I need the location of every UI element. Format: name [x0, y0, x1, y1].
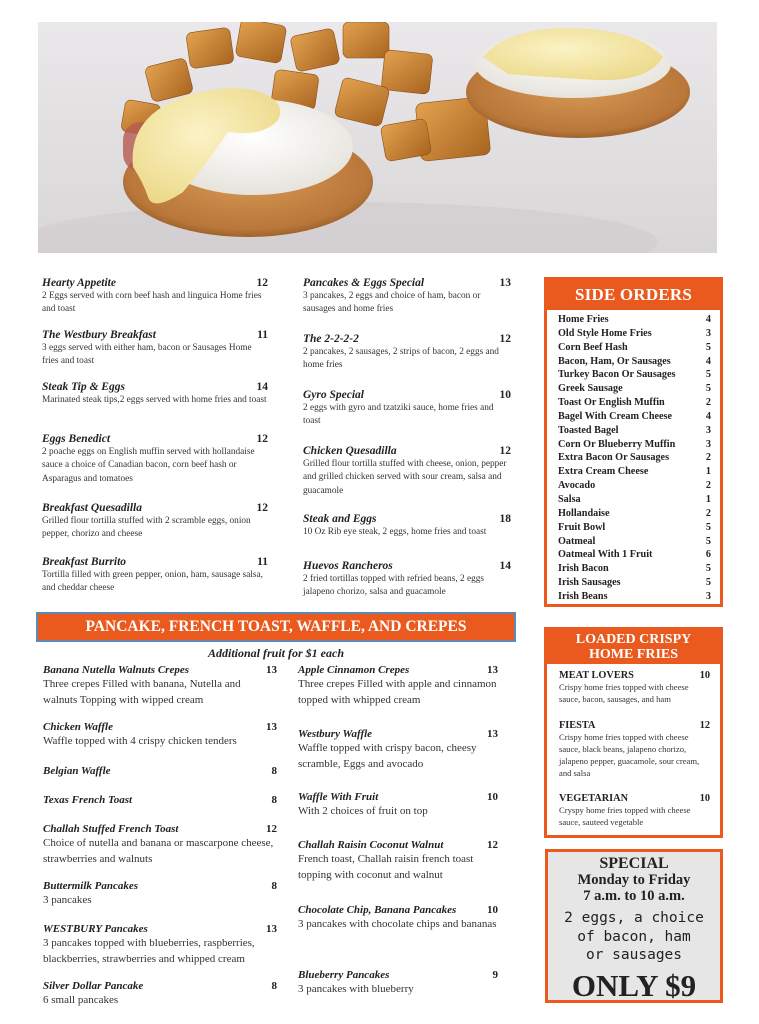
menu-item: [42, 277, 268, 317]
item-name: Buttermilk Pancakes: [43, 880, 139, 892]
side-order-name: Bacon, Ham, Or Sausages: [558, 355, 671, 367]
item-price: 11: [257, 329, 268, 341]
item-name: Waffle With Fruit: [298, 791, 379, 803]
item-description: Three crepes Filled with banana, Nutella and walnuts Topping with wipped cream: [43, 678, 241, 706]
side-order-name: Irish Bacon: [558, 563, 609, 575]
side-order-price: 2: [705, 507, 711, 519]
item-price: 14: [499, 560, 511, 572]
side-order-row: [558, 382, 711, 396]
side-order-row: [558, 313, 711, 327]
side-order-price: 2: [705, 480, 711, 492]
item-description: 6 small pancakes: [43, 994, 119, 1006]
item-price: 10: [487, 904, 498, 916]
item-name: WESTBURY Pancakes: [43, 923, 148, 935]
item-name: Westbury Waffle: [298, 728, 373, 740]
item-name: Steak and Eggs: [303, 513, 377, 525]
menu-item: [43, 765, 277, 777]
side-order-row: [558, 327, 711, 341]
item-description: 3 eggs served with either ham, bacon or Sausages Home fries and toast: [42, 343, 252, 367]
side-order-row: [558, 535, 711, 549]
side-order-price: 1: [705, 466, 711, 478]
item-price: 12: [499, 445, 511, 457]
item-description: 2 Eggs served with corn beef hash and linguica Home fries and toast: [42, 291, 262, 315]
side-order-name: Salsa: [558, 493, 581, 505]
item-name: Challah Raisin Coconut Walnut: [298, 839, 444, 851]
item-description: 2 eggs with gyro and tzatziki sauce, home fries and toast: [303, 403, 494, 427]
item-description: Grilled flour tortilla stuffed with cheese, onion, pepper and grilled chicken served with sour cream, salsa and guacamole: [303, 459, 507, 496]
side-orders-list: [547, 310, 720, 604]
side-order-name: Bagel With Cream Cheese: [558, 410, 673, 422]
side-order-name: Old Style Home Fries: [558, 327, 652, 339]
item-price: 9: [492, 969, 498, 981]
special-desc-line-2: of bacon, ham: [577, 928, 691, 945]
item-description: 2 poache eggs on English muffin served with hollandaise sauce a choice of Canadian bacon, corn beef hash or Asparagus and tomatoes: [42, 447, 255, 484]
item-price: 13: [266, 664, 277, 676]
menu-item: [43, 794, 277, 806]
side-order-name: Extra Cream Cheese: [558, 466, 649, 478]
menu-item: [303, 560, 511, 600]
menu-item: [42, 502, 268, 542]
menu-item: [42, 381, 268, 407]
item-price: 10: [699, 670, 710, 681]
special-price: ONLY $9: [571, 967, 697, 1003]
item-name: Banana Nutella Walnuts Crepes: [43, 664, 189, 676]
side-order-price: 4: [705, 410, 711, 422]
item-name: Blueberry Pancakes: [298, 969, 390, 981]
side-order-name: Irish Sausages: [558, 577, 621, 589]
item-name: Silver Dollar Pancake: [43, 980, 144, 992]
side-order-price: 5: [705, 563, 711, 575]
menu-item: [303, 389, 511, 429]
item-name: Eggs Benedict: [42, 433, 111, 445]
menu-item: [298, 904, 498, 933]
item-name: The 2-2-2-2: [303, 333, 359, 345]
side-order-name: Corn Beef Hash: [558, 341, 628, 353]
side-order-price: 5: [705, 383, 711, 395]
item-description: 10 Oz Rib eye steak, 2 eggs, home fries and toast: [303, 527, 487, 537]
menu-item: [43, 923, 277, 967]
side-order-price: 4: [705, 314, 711, 325]
loaded-home-fries-title: [547, 630, 720, 664]
item-name: Texas French Toast: [43, 794, 133, 806]
side-order-name: Hollandaise: [558, 507, 610, 519]
side-order-price: 5: [705, 535, 711, 547]
item-price: 14: [256, 381, 268, 393]
special-days: Monday to Friday: [577, 872, 691, 888]
item-description: Waffle topped with crispy bacon, cheesy scramble, Eggs and avocado: [298, 742, 477, 770]
item-price: 8: [271, 765, 277, 777]
item-name: Chicken Waffle: [43, 721, 113, 733]
item-name: The Westbury Breakfast: [42, 329, 156, 341]
item-price: 13: [499, 277, 511, 289]
item-description: Choice of nutella and banana or mascarpone cheese, strawberries and walnuts: [43, 837, 274, 865]
side-order-row: [558, 479, 711, 493]
menu-item: [298, 728, 498, 772]
item-description: Tortilla filled with green pepper, onion, ham, sausage salsa, and cheddar cheese: [42, 570, 264, 594]
menu-item: [43, 880, 277, 909]
side-order-name: Avocado: [558, 480, 596, 492]
side-order-price: 3: [705, 424, 711, 436]
item-name: Chocolate Chip, Banana Pancakes: [298, 904, 457, 916]
side-orders-box: [544, 277, 723, 607]
item-description: 3 pancakes with chocolate chips and bananas: [298, 918, 497, 930]
menu-item: [42, 329, 268, 369]
side-order-price: 5: [705, 521, 711, 533]
side-order-row: [558, 576, 711, 590]
pancake-section-title: PANCAKE, FRENCH TOAST, WAFFLE, AND CREPES: [36, 612, 516, 642]
side-order-price: 3: [705, 590, 711, 602]
side-order-name: Turkey Bacon Or Sausages: [558, 369, 676, 381]
item-name: Hearty Appetite: [42, 277, 116, 289]
menu-item: [298, 791, 498, 820]
side-order-name: Oatmeal: [558, 535, 596, 547]
side-order-row: [558, 438, 711, 452]
item-description: 3 pancakes with blueberry: [298, 983, 414, 995]
item-price: 8: [271, 980, 277, 992]
menu-item: [303, 445, 511, 498]
menu-item: [303, 513, 511, 539]
item-name: Breakfast Quesadilla: [42, 502, 142, 514]
item-name: Breakfast Burrito: [42, 556, 127, 568]
side-order-row: [558, 548, 711, 562]
menu-item: [559, 670, 710, 706]
item-description: 2 fried tortillas topped with refried beans, 2 eggs jalapeno chorizo, salsa and guacamole: [303, 574, 484, 598]
menu-item: [43, 823, 277, 867]
item-description: Crispy home fries topped with cheese sauce, black beans, jalapeno chorizo, jalapeno pepper, guacamole, sour cream, and salsa: [559, 732, 700, 778]
item-price: 12: [499, 333, 511, 345]
side-order-row: [558, 451, 711, 465]
item-description: French toast, Challah raisin french toast topping with coconut and walnut: [298, 853, 474, 881]
side-order-row: [558, 521, 711, 535]
item-price: 13: [487, 664, 498, 676]
side-order-price: 3: [705, 327, 711, 339]
menu-item: [298, 839, 498, 883]
title-line-2: HOME FRIES: [588, 646, 679, 662]
side-order-name: Fruit Bowl: [558, 521, 606, 533]
side-order-name: Toasted Bagel: [558, 424, 619, 436]
special-title: SPECIAL: [599, 855, 669, 872]
special-time: 7 a.m. to 10 a.m.: [583, 888, 685, 904]
item-description: With 2 choices of fruit on top: [298, 805, 428, 817]
item-description: Crispy home fries topped with cheese sauce, bacon, sausages, and ham: [559, 682, 689, 704]
side-order-name: Corn Or Blueberry Muffin: [558, 438, 676, 450]
item-price: 12: [256, 277, 268, 289]
menu-item: [42, 556, 268, 596]
pancake-section-subtitle: Additional fruit for $1 each: [207, 646, 344, 660]
side-order-row: [558, 396, 711, 410]
item-price: 12: [699, 720, 710, 731]
side-orders-title: SIDE ORDERS: [547, 280, 720, 310]
menu-item: [303, 333, 511, 373]
special-desc-line-3: or sausages: [585, 947, 683, 963]
title-line-1: LOADED CRISPY: [575, 632, 692, 647]
item-price: 12: [256, 502, 268, 514]
menu-item: [559, 720, 710, 780]
hero-photo-eggs-benedict: [38, 22, 717, 253]
side-order-price: 5: [705, 369, 711, 381]
item-name: Huevos Rancheros: [303, 560, 393, 572]
side-order-price: 2: [705, 452, 711, 464]
side-order-row: [558, 507, 711, 521]
item-name: Gyro Special: [303, 389, 365, 401]
item-description: 3 pancakes topped with blueberries, raspberries, blackberries, strawberries and whipped cream: [43, 937, 255, 965]
item-description: 3 pancakes: [43, 894, 92, 906]
item-name: Chicken Quesadilla: [303, 445, 397, 457]
item-name: Steak Tip & Eggs: [42, 381, 125, 393]
side-order-row: [558, 424, 711, 438]
side-order-row: [558, 410, 711, 424]
menu-item: [303, 277, 511, 317]
item-name: Belgian Waffle: [43, 765, 111, 777]
item-price: 11: [257, 556, 268, 568]
item-description: Cryspy home fries topped with cheese sauce, sauteed vegetable: [559, 805, 691, 827]
side-order-price: 3: [705, 438, 711, 450]
menu-item: [298, 969, 498, 998]
item-description: 3 pancakes, 2 eggs and choice of ham, bacon or sausages and home fries: [303, 291, 481, 315]
item-price: 13: [487, 728, 498, 740]
side-order-name: Home Fries: [558, 314, 609, 325]
side-order-row: [558, 355, 711, 369]
special-desc-line-1: 2 eggs, a choice: [564, 910, 704, 926]
side-order-row: [558, 562, 711, 576]
side-order-price: 1: [705, 493, 711, 505]
side-order-price: 6: [705, 549, 711, 561]
menu-item: [298, 664, 498, 708]
side-order-row: [558, 368, 711, 382]
menu-item: [43, 980, 277, 1009]
item-description: Marinated steak tips,2 eggs served with home fries and toast: [42, 395, 267, 405]
menu-item: [43, 721, 277, 750]
side-order-row: [558, 493, 711, 507]
item-description: Grilled flour tortilla stuffed with 2 scramble eggs, onion pepper, chorizo and cheese: [42, 516, 251, 540]
item-price: 12: [256, 433, 268, 445]
side-order-name: Toast Or English Muffin: [558, 397, 665, 409]
special-box: [545, 849, 723, 1003]
item-price: 12: [487, 839, 498, 851]
item-name: VEGETARIAN: [559, 793, 629, 804]
item-name: MEAT LOVERS: [559, 670, 634, 681]
side-order-name: Extra Bacon Or Sausages: [558, 452, 670, 464]
special-description: [548, 909, 720, 965]
side-order-price: 5: [705, 341, 711, 353]
side-order-name: Greek Sausage: [558, 383, 623, 395]
side-order-row: [558, 341, 711, 355]
side-order-name: Irish Beans: [558, 590, 608, 602]
item-price: 10: [487, 791, 498, 803]
item-name: Apple Cinnamon Crepes: [298, 664, 410, 676]
item-price: 10: [699, 793, 710, 804]
loaded-home-fries-box: [544, 627, 723, 838]
side-order-row: [558, 590, 711, 604]
menu-item: [43, 664, 277, 708]
item-description: Waffle topped with 4 crispy chicken tenders: [43, 735, 237, 747]
side-order-price: 5: [705, 577, 711, 589]
item-price: 13: [266, 923, 277, 935]
item-price: 12: [266, 823, 277, 835]
item-price: 13: [266, 721, 277, 733]
side-order-price: 2: [705, 397, 711, 409]
side-order-row: [558, 465, 711, 479]
side-order-name: Oatmeal With 1 Fruit: [558, 549, 653, 561]
item-name: Pancakes & Eggs Special: [303, 277, 425, 289]
item-price: 10: [499, 389, 511, 401]
menu-item: [559, 793, 710, 829]
menu-item: [42, 433, 268, 486]
item-price: 8: [271, 880, 277, 892]
item-name: Challah Stuffed French Toast: [43, 823, 179, 835]
side-order-price: 4: [705, 355, 711, 367]
item-description: Three crepes Filled with apple and cinnamon topped with whipped cream: [298, 678, 497, 706]
item-description: 2 pancakes, 2 sausages, 2 strips of bacon, 2 eggs and home fries: [303, 347, 499, 371]
item-name: FIESTA: [559, 720, 596, 731]
item-price: 18: [499, 513, 511, 525]
item-price: 8: [271, 794, 277, 806]
